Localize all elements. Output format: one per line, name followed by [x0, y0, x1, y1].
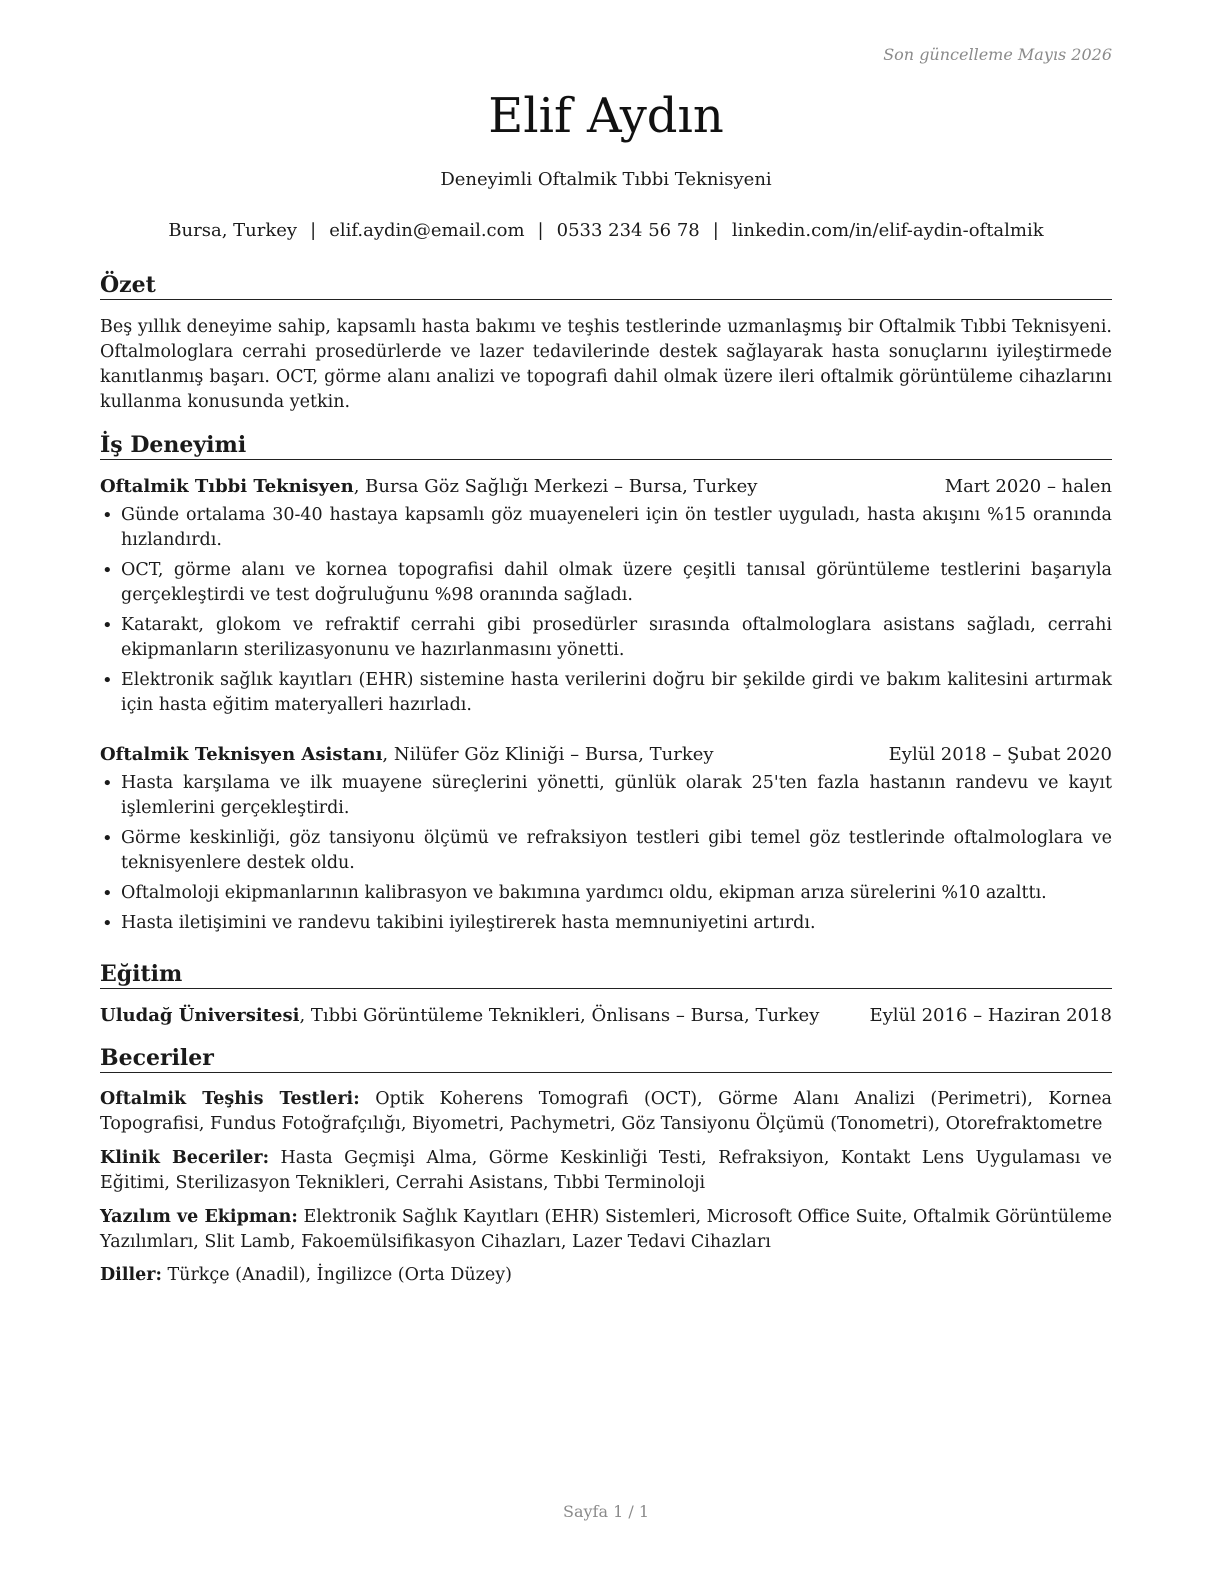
list-item: • Katarakt, glokom ve refraktif cerrahi gibi prosedürler sırasında oftalmologlara asistans sağladı, cerrahi ekipmanların sterilizasyonunu ve hazırlanmasını yönetti.: [100, 613, 1112, 663]
candidate-name: Elif Aydın: [488, 88, 724, 144]
contact-separator: |: [712, 220, 719, 241]
job-org: , Bursa Göz Sağlığı Merkezi – Bursa, Turkey: [353, 476, 758, 497]
contact-phone[interactable]: 0533 234 56 78: [556, 220, 700, 241]
skill-group: [100, 1146, 1112, 1196]
skill-text: Optik Koherens Tomografi (OCT), Görme Alanı Analizi (Perimetri), Kornea Topografisi, Fundus Fotoğrafçılığı, Biyometri, Pachymetri, Göz Tansiyonu Ölçümü (Tonometri), Otorefraktometre: [100, 1089, 1112, 1134]
last-updated: Son güncelleme Mayıs 2026: [883, 45, 1112, 64]
contact-separator: |: [537, 220, 544, 241]
education-entry: [100, 1003, 1112, 1028]
candidate-title: Deneyimli Oftalmik Tıbbi Teknisyeni: [440, 169, 772, 190]
list-item: • OCT, görme alanı ve kornea topografisi dahil olmak üzere çeşitli tanısal görüntüleme testlerini başarıyla gerçekleştirdi ve test doğruluğunu %98 oranında sağladı.: [100, 558, 1112, 608]
contact-linkedin[interactable]: linkedin.com/in/elif-aydin-oftalmik: [731, 220, 1044, 241]
list-item: • Hasta karşılama ve ilk muayene süreçlerini yönetti, günlük olarak 25'ten fazla hastanın randevu ve kayıt işlemlerini gerçekleştirdi.: [100, 771, 1112, 821]
job-header: [100, 474, 1112, 499]
contact-separator: |: [310, 220, 317, 241]
section-title-education: Eğitim: [100, 960, 1112, 989]
skill-label: Yazılım ve Ekipman:: [100, 1207, 298, 1227]
job-role: Oftalmik Teknisyen Asistanı: [100, 744, 383, 765]
skill-group: [100, 1205, 1112, 1255]
summary-text: Beş yıllık deneyime sahip, kapsamlı hasta bakımı ve teşhis testlerinde uzmanlaşmış bir Oftalmik Tıbbi Teknisyeni. Oftalmologlara cerrahi prosedürlerde ve lazer tedavilerinde destek sağlayarak hasta sonuçlarını iyileştirmede kanıtlanmış başarı. OCT, görme alanı analizi ve topografi dahil olmak üzere ileri oftalmik görüntüleme cihazlarını kullanma konusunda yetkin.: [100, 317, 1112, 412]
section-title-skills: Beceriler: [100, 1044, 1112, 1073]
list-item: • Görme keskinliği, göz tansiyonu ölçümü ve refraksiyon testleri gibi temel göz testlerinde oftalmologlara ve teknisyenlere destek oldu.: [100, 826, 1112, 876]
job-org: , Nilüfer Göz Kliniği – Bursa, Turkey: [382, 744, 714, 765]
contact-email[interactable]: elif.aydin@email.com: [329, 220, 525, 241]
education-school-detail: [100, 1003, 819, 1028]
education-detail: , Tıbbi Görüntüleme Teknikleri, Önlisans – Bursa, Turkey: [299, 1005, 820, 1026]
job-dates: Eylül 2018 – Şubat 2020: [888, 744, 1112, 765]
list-item: • Oftalmoloji ekipmanlarının kalibrasyon ve bakımına yardımcı oldu, ekipman arıza sürelerini %10 azalttı.: [100, 881, 1112, 906]
skill-group: [100, 1087, 1112, 1137]
skill-label: Oftalmik Teşhis Testleri:: [100, 1089, 360, 1109]
page-number: Sayfa 1 / 1: [562, 1502, 649, 1521]
list-item: • Günde ortalama 30-40 hastaya kapsamlı göz muayeneleri için ön testler uyguladı, hasta akışını %15 oranında hızlandırdı.: [100, 503, 1112, 553]
job-role-org: [100, 474, 757, 499]
education-dates: Eylül 2016 – Haziran 2018: [869, 1005, 1112, 1026]
education-school: Uludağ Üniversitesi: [100, 1005, 300, 1026]
skill-text: Türkçe (Anadil), İngilizce (Orta Düzey): [161, 1265, 512, 1285]
skill-label: Diller:: [100, 1265, 162, 1285]
skill-group: [100, 1263, 1112, 1288]
job-dates: Mart 2020 – halen: [944, 476, 1112, 497]
list-item: • Hasta iletişimini ve randevu takibini iyileştirerek hasta memnuniyetini artırdı.: [100, 911, 1112, 936]
job-role-org: [100, 742, 714, 767]
contact-line: [100, 219, 1112, 243]
job-bullets: [100, 503, 1112, 723]
job-bullets: [100, 771, 1112, 941]
section-title-experience: İş Deneyimi: [100, 431, 1112, 460]
job-role: Oftalmik Tıbbi Teknisyen: [100, 476, 354, 497]
contact-location: Bursa, Turkey: [168, 220, 298, 241]
skill-label: Klinik Beceriler:: [100, 1148, 270, 1168]
section-title-summary: Özet: [100, 271, 1112, 300]
list-item: • Elektronik sağlık kayıtları (EHR) sistemine hasta verilerini doğru bir şekilde girdi ve bakım kalitesini artırmak için hasta eğitim materyalleri hazırladı.: [100, 668, 1112, 718]
job-header: [100, 742, 1112, 767]
skill-text: Elektronik Sağlık Kayıtları (EHR) Sistemleri, Microsoft Office Suite, Oftalmik Görüntüleme Yazılımları, Slit Lamb, Fakoemülsifikasyon Cihazları, Lazer Tedavi Cihazları: [100, 1207, 1112, 1252]
resume-page: [100, 0, 1112, 1584]
skill-text: Hasta Geçmişi Alma, Görme Keskinliği Testi, Refraksiyon, Kontakt Lens Uygulaması ve Eğitimi, Sterilizasyon Teknikleri, Cerrahi Asistans, Tıbbi Terminoloji: [100, 1148, 1113, 1193]
